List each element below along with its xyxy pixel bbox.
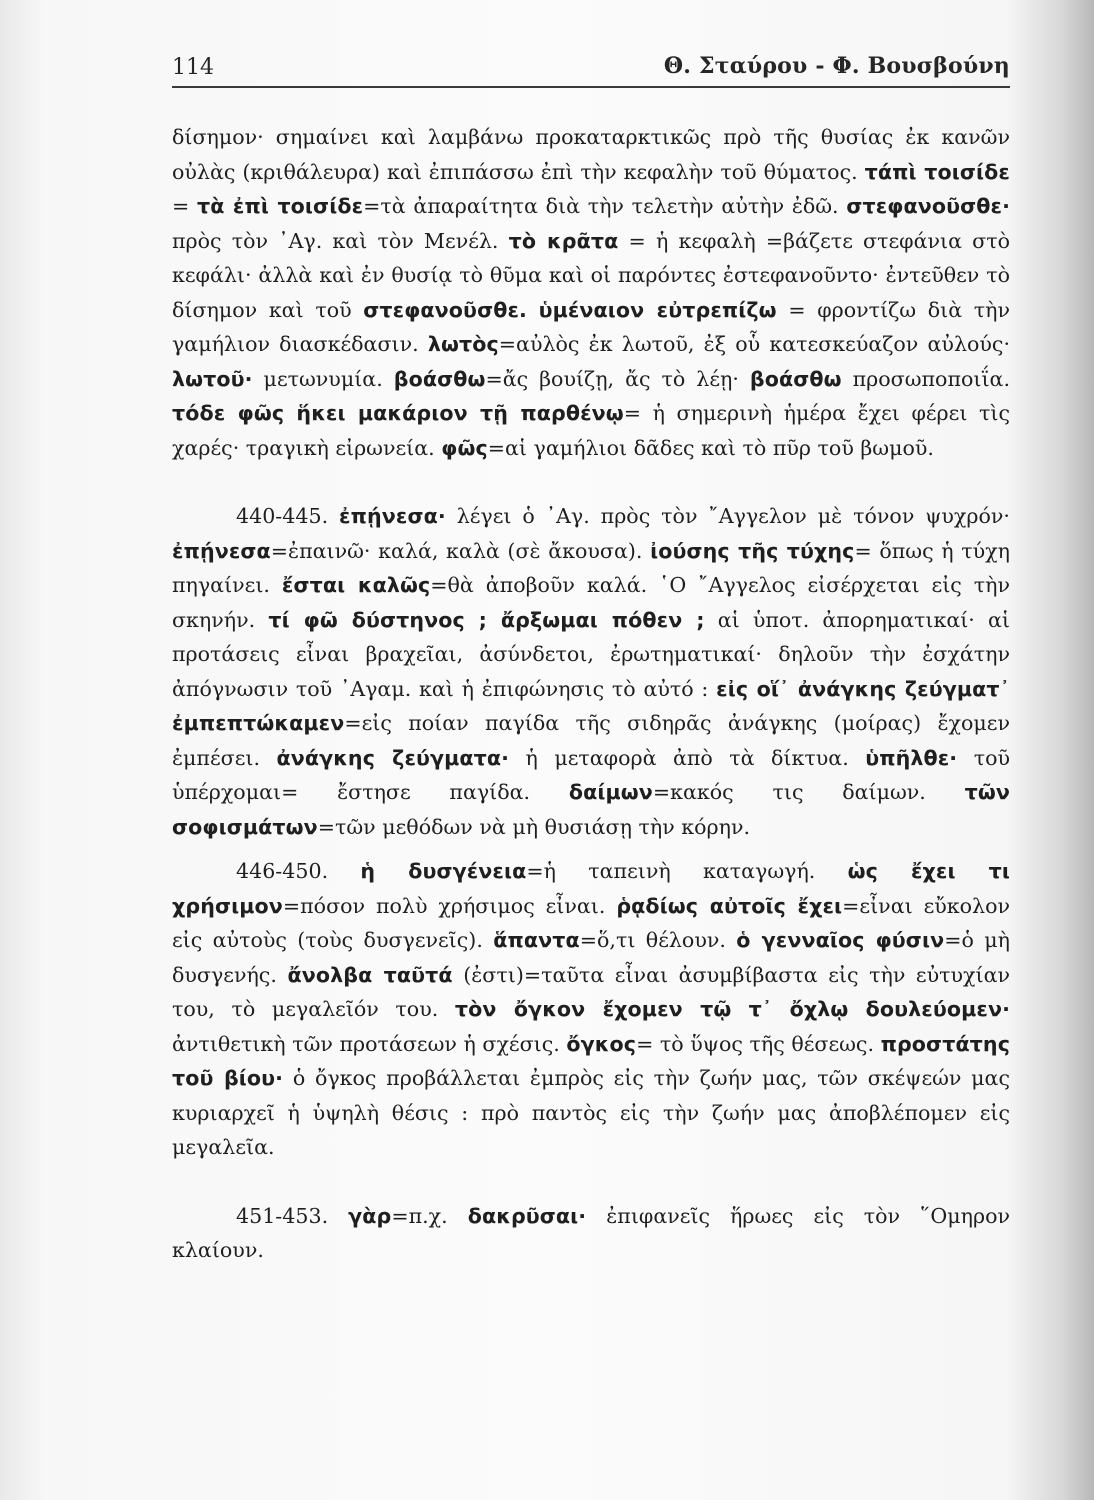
commentary-text <box>172 120 1010 1268</box>
gloss-text: = τὸ ὕψος τῆς θέσεως. <box>636 1031 881 1056</box>
paragraph-entry <box>172 1199 1010 1268</box>
running-head: Θ. Σταύρου - Φ. Βουσβούνη <box>663 53 1010 79</box>
header-rule <box>172 86 1010 88</box>
lemma-term: τάπὶ τοισίδε <box>864 159 1010 184</box>
lemma-term: τόδε φῶς ἥκει μακάριον τῇ παρθένῳ <box>172 401 624 425</box>
lemma-term: ἡ δυσγένεια <box>360 859 527 883</box>
lemma-term: ὑπῆλθε· <box>865 745 958 770</box>
page-number: 114 <box>172 55 214 80</box>
lemma-term: ἔσται καλῶς <box>281 573 431 597</box>
gloss-text: ἐπιφανεῖς ἥρωες εἰς τὸν ῞Ομηρον κλαίουν. <box>172 1203 1010 1262</box>
lemma-term: στεφανοῦσθε. <box>363 297 527 322</box>
gloss-text: =π.χ. <box>391 1203 468 1228</box>
gloss-text: μετωνυμία. <box>252 366 394 391</box>
gloss-text <box>527 298 539 322</box>
lemma-term: τὸ κρᾶτα <box>508 228 619 253</box>
gloss-text: = ἡ κεφαλὴ =βάζετε στεφάνια στὸ κεφάλι· ἀλλὰ καὶ ἐν θυσίᾳ τὸ θῦμα καὶ οἱ παρόντες ἐστεφανοῦντο· ἐντεῦθεν τὸ δίσημον καὶ τοῦ <box>172 228 1010 322</box>
lemma-term: τί φῶ δύστηνος ; ἄρξωμαι πόθεν ; <box>268 607 705 632</box>
lemma-term: φῶς <box>441 435 488 460</box>
gloss-text: πρὸς τὸν ᾿Αγ. καὶ τὸν Μενέλ. <box>172 228 509 253</box>
lemma-term: λωτὸς <box>427 332 499 356</box>
gloss-text: =εἶναι εὔκολον εἰς αὐτοὺς (τοὺς δυσγενεῖς). <box>172 893 1010 952</box>
gloss-text: 451-453. <box>236 1203 349 1228</box>
gloss-text: =αἱ γαμήλιοι δᾶδες καὶ τὸ πῦρ τοῦ βωμοῦ. <box>487 435 934 460</box>
gloss-text: =ἄς βουίζῃ, ἄς τὸ λέῃ· <box>485 366 750 391</box>
gloss-text: ὁ ὄγκος προβάλλεται ἐμπρὸς εἰς τὴν ζωήν μας, τῶν σκέψεών μας κυριαρχεῖ ἡ ὑψηλὴ θέσις : πρὸ παντὸς εἰς τὴν ζωήν μας ἀποβλέπομεν εἰς μεγαλεῖα. <box>172 1066 1010 1159</box>
gloss-text: =ὅ,τι θέλουν. <box>579 928 737 952</box>
lemma-term: τῶν σοφισμάτων <box>172 780 1010 839</box>
page-header <box>172 50 1010 90</box>
gloss-text: λέγει ὁ ᾿Αγ. πρὸς τὸν ῎Αγγελον μὲ τόνον ψυχρόν· <box>445 504 1010 528</box>
gloss-text: προσωποποιΐα. <box>841 366 1010 391</box>
lemma-term: βοάσθω <box>749 366 842 391</box>
lemma-term: στεφανοῦσθε· <box>846 194 1011 218</box>
gloss-text: αἱ ὑποτ. ἀπορηματικαί· αἱ προτάσεις εἶναι βραχεῖαι, ἀσύνδετοι, ἐρωτηματικαί· δηλοῦν τὴν ἐσχάτην ἀπόγνωσιν τοῦ ᾿Αγαμ. καὶ ἡ ἐπιφώνησις τὸ αὐτό : <box>172 607 1010 701</box>
lemma-term: εἰς οἵ᾿ ἀνάγκης ζεύγματ᾿ ἐμπεπτώκαμεν <box>172 676 1010 735</box>
gloss-text: =αὐλὸς ἐκ λωτοῦ, ἐξ οὗ κατεσκεύαζον αὐλούς· <box>498 332 1010 356</box>
lemma-term: ἰούσης τῆς τύχης <box>650 538 855 563</box>
lemma-term: ὡς ἔχει τι χρήσιμον <box>172 859 1010 918</box>
lemma-term: ἀνάγκης ζεύγματα· <box>276 745 510 770</box>
paragraph-entry <box>172 854 1010 1165</box>
gloss-text: = <box>172 194 197 218</box>
gloss-text: = φροντίζω διὰ τὴν γαμήλιον διασκέδασιν. <box>172 297 1011 356</box>
gloss-text: =ἐπαινῶ· καλά, καλὰ (σὲ ἄκουσα). <box>270 538 651 563</box>
lemma-term: ἅπαντα <box>493 928 580 952</box>
lemma-term: ὑμέναιον εὐτρεπίζω <box>538 297 777 322</box>
gloss-text: =εἰς ποίαν παγίδα τῆς σιδηρᾶς ἀνάγκης (μοίρας) ἔχομεν ἐμπέσει. <box>172 711 1010 770</box>
gloss-text: ἡ μεταφορὰ ἀπὸ τὰ δίκτυα. <box>509 745 866 770</box>
gloss-text: =κακός τις δαίμων. <box>652 780 965 804</box>
lemma-term: τὸν ὄγκον ἔχομεν τῷ τ᾿ ὄχλῳ δουλεύομεν· <box>454 997 1010 1021</box>
lemma-term: ἐπῄνεσα· <box>339 504 446 528</box>
paragraph-continuation <box>172 120 1010 465</box>
gloss-text: =πόσον πολὺ χρήσιμος εἶναι. <box>282 893 617 918</box>
gloss-text: 446-450. <box>236 859 361 883</box>
lemma-term: προστάτης τοῦ βίου· <box>172 1031 1010 1090</box>
lemma-term: ὄγκος <box>566 1031 637 1056</box>
gloss-text: =τὰ ἀπαραίτητα διὰ τὴν τελετὴν αὐτὴν ἐδῶ. <box>363 194 847 218</box>
lemma-term: ἄνολβα ταῦτά <box>287 962 453 987</box>
gloss-text: =τῶν μεθόδων νὰ μὴ θυσιάσῃ τὴν κόρην. <box>317 814 751 839</box>
paragraph-entry <box>172 499 1010 844</box>
gloss-text: = ἡ σημερινὴ ἡμέρα ἔχει φέρει τὶς χαρές· τραγικὴ εἰρωνεία. <box>172 401 1010 460</box>
lemma-term: λωτοῦ· <box>172 366 253 391</box>
lemma-term: ῥᾳδίως αὐτοῖς ἔχει <box>616 893 843 918</box>
gloss-text: (ἐστι)=ταῦτα εἶναι ἀσυμβίβαστα εἰς τὴν εὐτυχίαν του, τὸ μεγαλεῖόν του. <box>172 962 1011 1021</box>
gloss-text: ἀντιθετικὴ τῶν προτάσεων ἡ σχέσις. <box>172 1031 567 1056</box>
lemma-term: γὰρ <box>348 1203 392 1228</box>
lemma-term: δακρῦσαι· <box>467 1203 587 1228</box>
lemma-term: ὁ γενναῖος φύσιν <box>736 928 945 952</box>
gloss-text: τοῦ ὑπέρχομαι= ἔστησε παγίδα. <box>172 745 1011 804</box>
gloss-text: δίσημον· σημαίνει καὶ λαμβάνω προκαταρκτικῶς πρὸ τῆς θυσίας ἐκ κανῶν οὐλὰς (κριθάλευρα) καὶ ἐπιπάσσω ἐπὶ τὴν κεφαλὴν τοῦ θύματος. <box>172 125 1010 184</box>
lemma-term: τὰ ἐπὶ τοισίδε <box>196 194 364 218</box>
gloss-text: =θὰ ἀποβοῦν καλά. ῾Ο ῎Αγγελος εἰσέρχεται εἰς τὴν σκηνήν. <box>172 573 1010 632</box>
gloss-text: = ὅπως ἡ τύχη πηγαίνει. <box>172 538 1010 597</box>
gloss-text: =ὁ μὴ δυσγενής. <box>172 928 1010 987</box>
lemma-term: δαίμων <box>568 780 653 804</box>
lemma-term: βοάσθω <box>393 366 486 391</box>
lemma-term: ἐπῄνεσα <box>172 538 271 563</box>
gloss-text: 440-445. <box>236 504 340 528</box>
gloss-text: =ἡ ταπεινὴ καταγωγή. <box>526 859 848 883</box>
